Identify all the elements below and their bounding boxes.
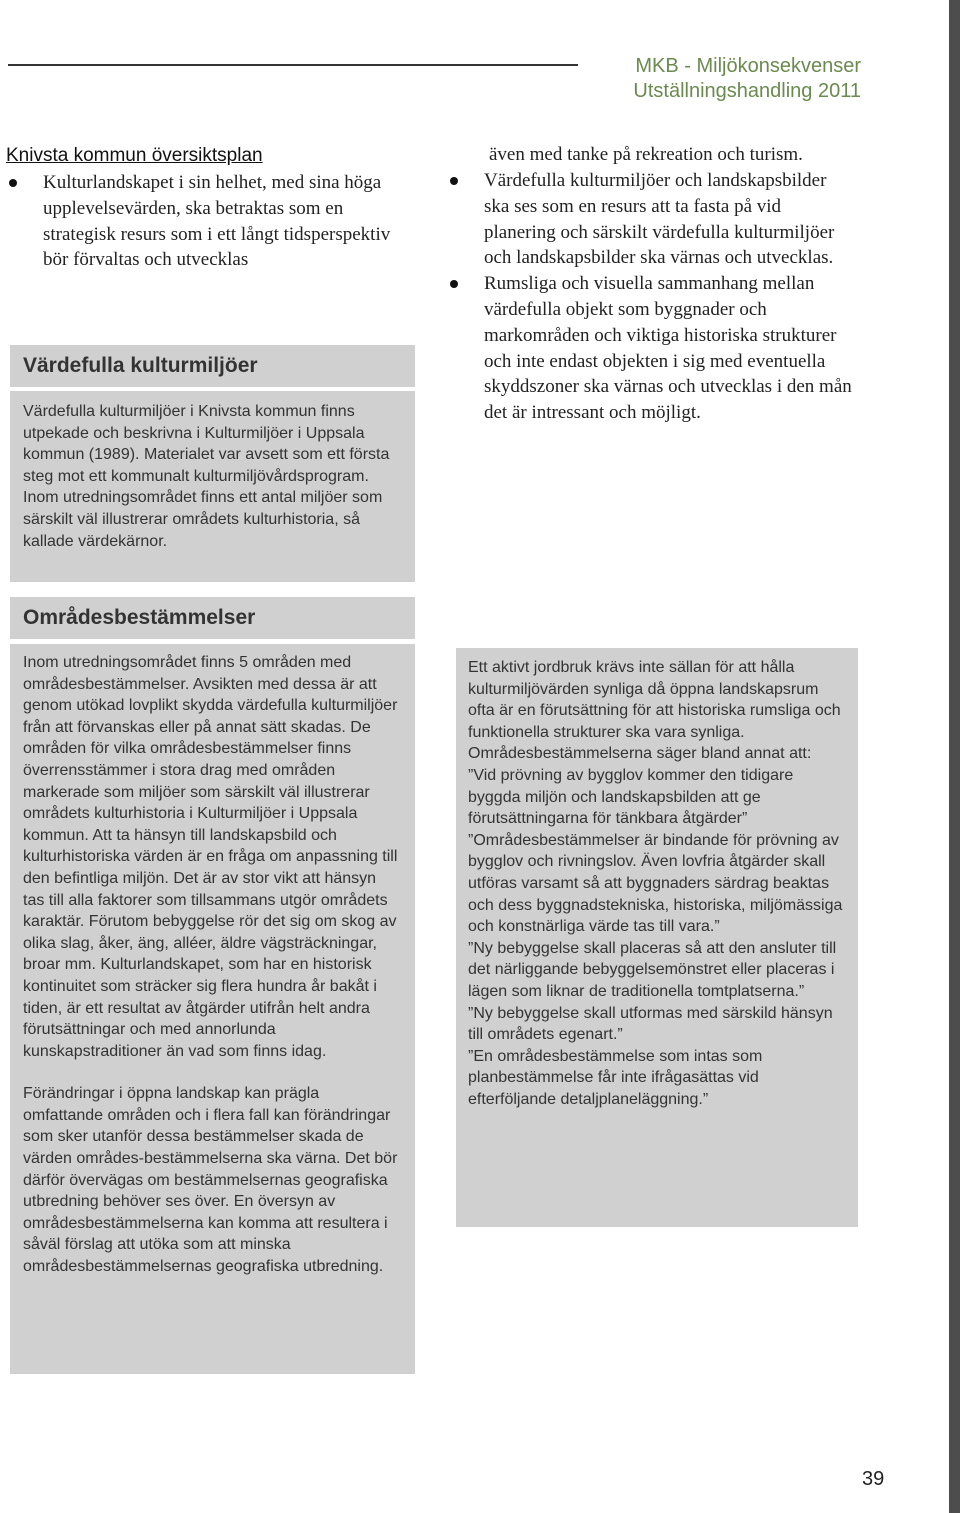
box-paragraph: Ett aktivt jordbruk krävs inte sällan för att hålla kulturmiljövärden synliga då öppna landskapsrum ofta är en förutsättning för att historiska rumsliga och funktionella strukturer ska vara synliga. [468,659,841,741]
header-title-line2: Utställningshandling 2011 [633,80,861,102]
page-edge-bar [949,0,960,1513]
box-heading-text: Värdefulla kulturmiljöer [23,354,258,377]
quote-paragraph: ”Ny bebyggelse skall placeras så att den ansluter till det närliggande bebyggelsemönstret eller placeras i lägen som liknar de traditionella tomtplatserna.” [468,939,837,1000]
box-paragraph: Förändringar i öppna landskap kan prägla omfattande områden och i flera fall kan förändringar som sker utanför dessa bestämmelser skada de värden områdes-bestämmelserna ska värna. Det bör därför övervägas om bestämmelsernas geografiska utbredning behöver ses över. En översyn av områdesbestämmelserna kan komma att resultera i såväl förslag att utöka som att minska områdesbestämmelsernas geografiska utbredning. [23,1085,398,1276]
box-paragraph: Områdesbestämmelserna säger bland annat att: [468,745,812,763]
quote-paragraph: ”Områdesbestämmelser är bindande för prövning av bygglov och rivningslov. Även lovfria åtgärder skall utföras varsamt så att byggnaders särdrag beaktas och dess byggnadstekniska, historiska, miljömässiga och konstnärliga värde tas till vara.” [468,831,843,936]
header-title-line1: MKB - Miljökonsekvenser [635,55,861,77]
quote-paragraph: ”Ny bebyggelse skall utformas med särskild hänsyn till områdets egenart.” [468,1004,833,1044]
box-heading-text: Områdesbestämmelser [23,606,256,629]
page-number: 39 [862,1468,885,1490]
bullet-item: Kulturlandskapet i sin helhet, med sina höga upplevelsevärden, ska betraktas som en strategisk resurs som i ett långt tidsperspektiv bör förvaltas och utvecklas [6,170,416,273]
info-box-omradesbestammelser [10,644,415,1374]
box-heading-kulturmiljoer [10,345,415,387]
quote-paragraph: ”En områdesbestämmelse som intas som planbestämmelse får inte ifrågasättas vid efterföljande detaljplaneläggning.” [468,1047,763,1108]
quote-paragraph: ”Vid prövning av bygglov kommer den tidigare byggda miljön och landskapsbilden att ge förutsättningarna för tänkbara åtgärder” [468,766,794,828]
bullet-item: Värdefulla kulturmiljöer och landskapsbilder ska ses som en resurs att ta fasta på vid planering och särskilt värdefulla kulturmiljöer och landskapsbilder ska värnas och utvecklas. [447,168,852,271]
info-box-kulturmiljoer [10,391,415,582]
box-heading-omradesbestammelser [10,597,415,639]
box-paragraph: Inom utredningsområdet finns 5 områden med områdesbestämmelser. Avsikten med dessa är att genom utökad lovplikt skydda värdefulla kulturmiljöer från att förvanskas eller på annat sätt skadas. De områden för vilka områdesbestämmelser finns överrensstämmer i stora drag med områden markerade som miljöer som särskilt väl illustrerar områdets kulturhistoria i Kulturmiljöer i Uppsala kommun. Att ta hänsyn till landskapsbild och kulturhistoriska värden är en fråga om anpassning till den befintliga miljön. Det är av stor vikt att hänsyn tas till alla faktorer som tillsammans utgör områdets karaktär. Förutom bebyggelse rör det sig om skog av olika slag, åker, äng, alléer, äldre vägsträckningar, broar mm. Kulturlandskapet, som har en historisk kontinuitet som sträcker sig flera hundra år bakåt i tiden, är ett resultat av åtgärder utifrån helt andra förutsättningar och med annorlunda kunskapstraditioner än vad som finns idag. [23,654,398,1060]
box-paragraph: Värdefulla kulturmiljöer i Knivsta kommun finns utpekade och beskrivna i Kulturmiljöer i Uppsala kommun (1989). Materialet var avsett som ett första steg mot ett kommunalt kulturmiljövårdsprogram. Inom utredningsområdet finns ett antal miljöer som särskilt väl illustrerar områdets kulturhistoria, så kallade värdekärnor. [23,403,390,550]
header-rule [8,64,578,66]
section-heading-oversiktsplan: Knivsta kommun översiktsplan [6,145,263,166]
bullet-list-left [6,170,416,273]
bullet-item: Rumsliga och visuella sammanhang mellan värdefulla objekt som byggnader och markområden och viktiga historiska strukturer och inte endast objekten i sig med eventuella skyddszoner ska värnas och utvecklas i den mån det är intressant och möjligt. [447,271,852,426]
bullet-continuation: även med tanke på rekreation och turism. [489,144,803,165]
bullet-list-right [447,168,852,426]
document-header [633,54,861,104]
info-box-jordbruk [456,648,858,1227]
